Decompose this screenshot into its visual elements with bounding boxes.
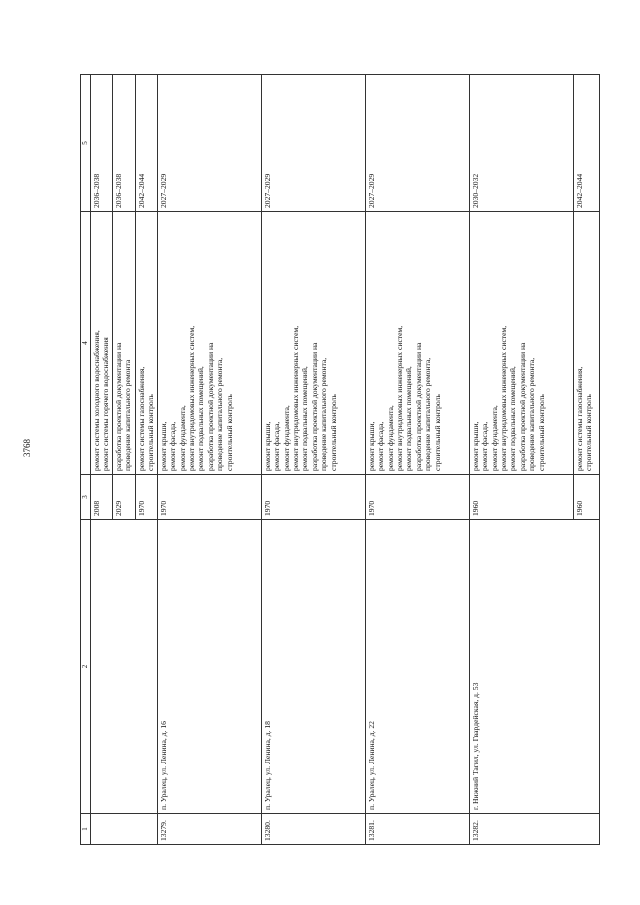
period-cell: 2027–2029 — [261, 75, 365, 212]
year-cell: 2008 — [91, 475, 113, 520]
period-cell: 2036–2038 — [112, 75, 135, 212]
work-line: ремонт подвальных помещений, — [300, 366, 310, 471]
work-line: ремонт подвальных помещений, — [508, 366, 518, 471]
work-line: строительный контроль — [146, 394, 156, 471]
page-number: 3768 — [22, 439, 32, 457]
work-line: ремонт фундамента, — [489, 405, 499, 471]
work-line: ремонт фундамента, — [177, 405, 187, 471]
year-cell: 1970 — [261, 475, 365, 520]
work-line: ремонт системы газоснабжения, — [136, 366, 146, 471]
num-cell: 13281. — [365, 814, 469, 845]
num-cell: 13279. — [157, 814, 261, 845]
work-line: ремонт фундамента, — [281, 405, 291, 471]
work-line: проведение капитального ремонта — [123, 359, 133, 471]
work-line: ремонт крыши, — [470, 421, 480, 471]
work-cell — [365, 212, 469, 475]
capital-repair-table — [80, 74, 600, 845]
work-line: строительный контроль — [432, 394, 442, 471]
table-row — [365, 75, 469, 845]
work-cell — [157, 212, 261, 475]
work-line: ремонт фасада, — [168, 421, 178, 471]
year-cell: 1960 — [573, 475, 599, 520]
period-cell: 2036–2038 — [91, 75, 113, 212]
header-cell: 1 — [81, 814, 91, 845]
work-line: строительный контроль — [536, 394, 546, 471]
work-line: ремонт крыши, — [366, 421, 376, 471]
work-cell — [91, 212, 113, 475]
table-row — [469, 75, 573, 845]
num-cell: 13280. — [261, 814, 365, 845]
address-cell: п. Уралец, ул. Ленина, д. 18 — [261, 520, 365, 814]
work-line: разработка проектной документации на — [413, 342, 423, 471]
work-line: проведение капитального ремонта, — [215, 357, 225, 471]
header-cell: 4 — [81, 212, 91, 475]
work-line: проведение капитального ремонта, — [527, 357, 537, 471]
work-line: разработка проектной документации на — [205, 342, 215, 471]
work-line: ремонт фасада, — [480, 421, 490, 471]
period-cell: 2042–2044 — [135, 75, 157, 212]
work-line: ремонт фундамента, — [385, 405, 395, 471]
work-cell — [573, 212, 599, 475]
table-row — [91, 75, 113, 845]
work-line: ремонт фасада, — [376, 421, 386, 471]
work-line: ремонт системы холодного водоснабжения, — [92, 330, 101, 471]
header-row — [81, 75, 91, 845]
year-cell: 1970 — [365, 475, 469, 520]
work-line: строительный контроль — [328, 394, 338, 471]
period-cell: 2042–2044 — [573, 75, 599, 212]
period-cell: 2030–2032 — [469, 75, 573, 212]
work-line: ремонт внутридомовых инженерных систем, — [395, 325, 405, 471]
work-cell — [261, 212, 365, 475]
header-cell: 3 — [81, 475, 91, 520]
work-line: ремонт подвальных помещений, — [404, 366, 414, 471]
work-line: ремонт системы горячего водоснабжения — [101, 337, 111, 471]
work-cell — [135, 212, 157, 475]
work-line: ремонт внутридомовых инженерных систем, — [187, 325, 197, 471]
year-cell: 2029 — [112, 475, 135, 520]
address-cell — [91, 520, 158, 814]
period-cell: 2027–2029 — [157, 75, 261, 212]
work-line: ремонт фасада, — [272, 421, 282, 471]
work-line: ремонт системы газоснабжения, — [574, 366, 584, 471]
rotated-table-container — [80, 75, 600, 845]
header-cell: 2 — [81, 520, 91, 814]
year-cell: 1960 — [469, 475, 573, 520]
work-line: строительный контроль — [224, 394, 234, 471]
table-row — [157, 75, 261, 845]
work-line: проведение капитального ремонта, — [319, 357, 329, 471]
work-line: ремонт внутридомовых инженерных систем, — [499, 325, 509, 471]
address-cell: п. Уралец, ул. Ленина, д. 22 — [365, 520, 469, 814]
work-cell — [112, 212, 135, 475]
work-line: строительный контроль — [584, 394, 594, 471]
period-cell: 2027–2029 — [365, 75, 469, 212]
work-line: ремонт крыши, — [158, 421, 168, 471]
table-row — [261, 75, 365, 845]
num-cell — [91, 814, 158, 845]
address-cell: п. Уралец, ул. Ленина, д. 16 — [157, 520, 261, 814]
work-line: ремонт подвальных помещений, — [196, 366, 206, 471]
work-line: проведение капитального ремонта, — [423, 357, 433, 471]
work-line: разработка проектной документации на — [113, 342, 123, 471]
work-line: ремонт внутридомовых инженерных систем, — [291, 325, 301, 471]
header-cell: 5 — [81, 75, 91, 212]
work-line: разработка проектной документации на — [517, 342, 527, 471]
work-line: ремонт крыши, — [262, 421, 272, 471]
year-cell: 1970 — [157, 475, 261, 520]
work-cell — [469, 212, 573, 475]
num-cell: 13282. — [469, 814, 599, 845]
year-cell: 1970 — [135, 475, 157, 520]
work-line: разработка проектной документации на — [309, 342, 319, 471]
address-cell: г. Нижний Тагил, ул. Гвардейская, д. 53 — [469, 520, 599, 814]
